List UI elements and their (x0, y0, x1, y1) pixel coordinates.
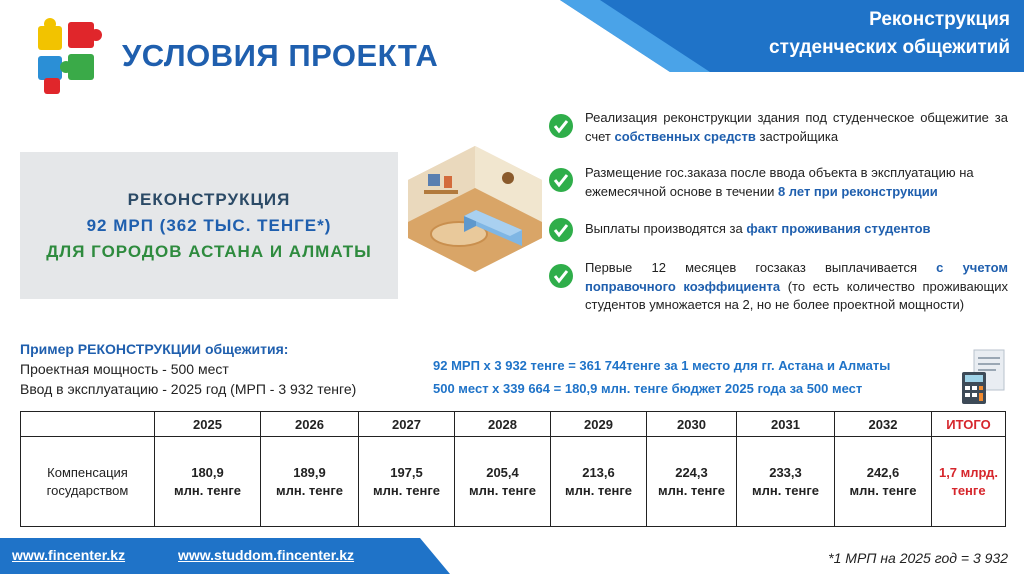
table-header-cell: 2031 (737, 412, 835, 437)
bullet-2-text: Размещение гос.заказа после ввода объекта в эксплуатацию на ежемесячной основе в течении (585, 165, 974, 199)
page-title: УСЛОВИЯ ПРОЕКТА (122, 38, 439, 73)
bullet-2 (585, 164, 1008, 201)
cell-value: 213,6 (582, 464, 615, 480)
fincenter-link[interactable]: www.fincenter.kz (12, 547, 126, 563)
table-cell (155, 437, 261, 527)
recon-line1: РЕКОНСТРУКЦИЯ (127, 189, 291, 209)
recon-line3: ДЛЯ ГОРОДОВ АСТАНА И АЛМАТЫ (46, 241, 372, 261)
row-label-line2: государством (46, 482, 129, 498)
studdom-link[interactable]: www.studdom.fincenter.kz (178, 547, 355, 563)
table-header-cell: 2030 (647, 412, 737, 437)
cell-value: 189,9 (293, 464, 326, 480)
calc-line-1: 92 МРП х 3 932 тенге = 361 744тенге за 1 место для гг. Астана и Алматы (433, 358, 891, 373)
cell-unit: млн. тенге (173, 482, 242, 498)
table-cell (737, 437, 835, 527)
reconstruction-box (20, 152, 398, 299)
footnote: *1 МРП на 2025 год = 3 932 (828, 550, 1008, 566)
table-cell (261, 437, 359, 527)
table-header-cell: 2028 (455, 412, 551, 437)
cell-unit: млн. тенге (275, 482, 344, 498)
bullet-3 (585, 220, 1008, 239)
table-header-row (21, 412, 1006, 437)
total-value: 1,7 млрд. (938, 464, 999, 480)
compensation-table (20, 411, 1006, 527)
recon-line2: 92 МРП (362 ТЫС. ТЕНГЕ*) (86, 215, 332, 235)
example-title: Пример РЕКОНСТРУКЦИИ общежития: (20, 341, 289, 357)
bullet-4-text-end: (то есть количество проживающих студентов умножается на 2, но не более проектной мощности) (585, 278, 1008, 312)
calculator-icon (960, 348, 1008, 406)
bullet-1-text: Реализация реконструкции здания под студенческое общежитие за счет (585, 110, 1008, 144)
row-label (21, 437, 155, 527)
cell-value: 242,6 (866, 464, 900, 480)
cell-unit: млн. тенге (849, 482, 917, 498)
table-cell (455, 437, 551, 527)
bullet-1-highlight: собственных средств (614, 128, 756, 144)
table-header-total: ИТОГО (932, 412, 1006, 437)
cell-unit: млн. тенге (751, 482, 820, 498)
total-unit: тенге (951, 482, 986, 498)
bullet-4 (585, 259, 1008, 315)
table-header-cell (21, 412, 155, 437)
row-label-line1: Компенсация (47, 464, 128, 480)
calc-line-2: 500 мест х 339 664 = 180,9 млн. тенге бюджет 2025 года за 500 мест (433, 381, 863, 396)
check-icon (548, 113, 574, 139)
table-cell (359, 437, 455, 527)
check-icon (548, 167, 574, 193)
bullet-3-text: Выплаты производятся за (585, 221, 747, 236)
table-header-cell: 2032 (835, 412, 932, 437)
table-cell (647, 437, 737, 527)
cell-value: 180,9 (191, 464, 224, 480)
table-cell (835, 437, 932, 527)
example-commission: Ввод в эксплуатацию - 2025 год (МРП - 3 932 тенге) (20, 381, 357, 397)
check-icon (548, 217, 574, 243)
cell-value: 197,5 (390, 464, 423, 480)
example-capacity: Проектная мощность - 500 мест (20, 361, 229, 377)
table-header-cell: 2027 (359, 412, 455, 437)
cell-value: 224,3 (675, 464, 708, 480)
table-total-cell (932, 437, 1006, 527)
ribbon-line1: Реконструкция (869, 9, 1010, 30)
table-header-cell: 2025 (155, 412, 261, 437)
bullet-3-highlight: факт проживания студентов (746, 221, 931, 236)
cell-value: 205,4 (486, 464, 519, 480)
dorm-room-illustration (404, 138, 546, 274)
header-ribbon-text (769, 6, 1010, 62)
check-icon (548, 263, 574, 289)
bullet-2-highlight: 8 лет при реконструкции (777, 183, 938, 199)
table-cell (551, 437, 647, 527)
table-row (21, 437, 1006, 527)
bullet-4-text: Первые 12 месяцев госзаказ выплачивается (585, 260, 937, 275)
bullet-1 (585, 109, 1008, 146)
bullet-4-highlight: с учетом поправочного коэффициента (585, 260, 1008, 294)
cell-unit: млн. тенге (657, 482, 726, 498)
bullet-1-text-end: застройщика (755, 128, 839, 144)
puzzle-logo-icon (30, 12, 110, 98)
table-header-cell: 2026 (261, 412, 359, 437)
ribbon-line2: студенческих общежитий (769, 37, 1010, 58)
cell-unit: млн. тенге (468, 482, 537, 498)
cell-unit: млн. тенге (564, 482, 633, 498)
cell-unit: млн. тенге (372, 482, 441, 498)
table-header-cell: 2029 (551, 412, 647, 437)
cell-value: 233,3 (769, 464, 802, 480)
